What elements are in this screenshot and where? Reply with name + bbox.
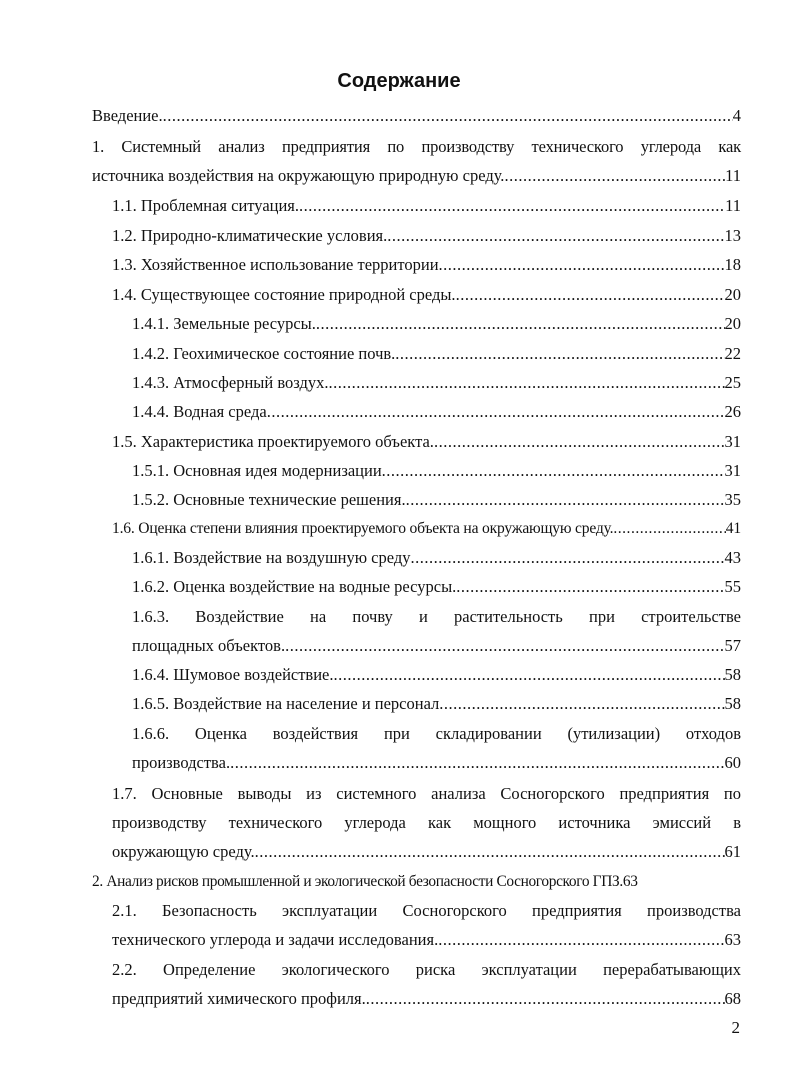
toc-entry-text: 1.4.3. Атмосферный воздух. — [132, 373, 329, 392]
toc-entry-page: 31 — [724, 461, 741, 480]
toc-entry-text: 1.4. Существующее состояние природной среды. — [112, 285, 456, 304]
toc-leader — [329, 373, 725, 393]
toc-entry-text: 1.6.2. Оценка воздействие на водные ресурсы. — [132, 577, 457, 596]
page-number: 2 — [731, 1018, 740, 1037]
toc-entry[interactable] — [112, 784, 741, 804]
toc-entry[interactable] — [112, 519, 741, 539]
toc-leader — [285, 636, 724, 656]
toc-entry-text: 1.6.4. Шумовое воздействие. — [132, 665, 334, 684]
toc-leader — [456, 577, 724, 597]
toc-entry-page: 57 — [724, 636, 741, 655]
toc-entry-text: 1.3. Хозяйственное использование территории — [112, 255, 439, 274]
toc-entry[interactable] — [132, 753, 741, 773]
toc-entry[interactable] — [112, 813, 741, 833]
toc-entry[interactable] — [112, 285, 741, 305]
toc-entry[interactable] — [112, 226, 741, 246]
toc-entry[interactable] — [112, 196, 741, 216]
toc-leader — [411, 548, 725, 568]
toc-entry-page: 61 — [724, 842, 741, 861]
toc-entry-page: 43 — [724, 548, 741, 567]
toc-entry-text: 2. Анализ рисков промышленной и экологической безопасности Сосногорского ГПЗ. — [92, 873, 623, 890]
toc-entry-page: 25 — [724, 373, 741, 392]
toc-entry-text: 1.5.1. Основная идея модернизации — [132, 461, 382, 480]
toc-entry-text: окружающую среду. — [112, 842, 255, 861]
toc-entry[interactable] — [132, 724, 741, 744]
toc-entry-text: 1.6.5. Воздействие на население и персонал — [132, 694, 440, 713]
toc-entry-text: 1.6.1. Воздействие на воздушную среду — [132, 548, 411, 567]
toc-entry-text: производства. — [132, 753, 231, 772]
toc-entry[interactable] — [132, 548, 741, 568]
toc-entry-text: 1.6. Оценка степени влияния проектируемого объекта на окружающую среду. — [112, 520, 614, 537]
toc-entry-text: 2.2. Определение экологического риска эксплуатации перерабатывающих — [112, 960, 741, 979]
toc-entry[interactable] — [132, 694, 741, 714]
toc-entry[interactable] — [132, 461, 741, 481]
toc-leader — [230, 753, 724, 773]
toc-entry-page: 58 — [724, 694, 741, 713]
toc-leader — [382, 461, 725, 481]
toc-entry[interactable] — [112, 901, 741, 921]
toc-leader — [366, 989, 725, 1009]
toc-entry-text: 1.6.3. Воздействие на почву и растительность при строительстве — [132, 607, 741, 626]
toc-entry-page: 18 — [724, 255, 741, 274]
toc-entry[interactable] — [132, 490, 741, 510]
toc-entry-page: 4 — [732, 106, 741, 125]
toc-leader — [406, 490, 725, 510]
toc-leader — [439, 694, 724, 714]
toc-leader — [334, 665, 725, 685]
toc-entry-text: 1.5. Характеристика проектируемого объекта. — [112, 432, 434, 451]
toc-entry-page: 41 — [725, 520, 741, 537]
toc-leader — [255, 842, 725, 862]
toc-entry-text: 1.4.1. Земельные ресурсы. — [132, 314, 316, 333]
toc-leader — [613, 519, 725, 539]
toc-entry-page: 60 — [724, 753, 741, 772]
toc-leader — [387, 226, 724, 246]
toc-entry[interactable] — [92, 137, 741, 157]
toc-entry-text: 1.6.6. Оценка воздействия при складировании (утилизации) отходов — [132, 724, 741, 743]
toc-entry-text: 1.4.4. Водная среда — [132, 402, 267, 421]
toc-leader — [267, 402, 725, 422]
toc-entry-text: технического углерода и задачи исследования. — [112, 930, 439, 949]
toc-entry-text: Введение. — [92, 106, 163, 125]
toc-entry-page: 11 — [725, 166, 741, 185]
toc-entry[interactable] — [132, 577, 741, 597]
toc-entry-text: 1.4.2. Геохимическое состояние почв. — [132, 344, 396, 363]
toc-leader — [316, 314, 725, 334]
toc-entry[interactable] — [132, 402, 741, 422]
toc-leader — [163, 106, 733, 126]
toc-entry-text: 1.2. Природно-климатические условия. — [112, 226, 388, 245]
toc-entry[interactable] — [92, 872, 741, 892]
toc-entry[interactable] — [112, 989, 741, 1009]
toc-entry[interactable] — [112, 255, 741, 275]
toc-entry-text: 1.1. Проблемная ситуация. — [112, 196, 300, 215]
toc-entry-page: 31 — [724, 432, 741, 451]
toc-entry-page: 20 — [724, 314, 741, 333]
toc-entry-page: 63 — [622, 873, 638, 890]
toc-entry-page: 63 — [724, 930, 741, 949]
page-title: Содержание — [337, 70, 461, 92]
toc-entry-page: 58 — [724, 665, 741, 684]
toc-entry[interactable] — [112, 842, 741, 862]
toc-entry[interactable] — [132, 665, 741, 685]
toc-entry-page: 26 — [724, 402, 741, 421]
toc-entry-page: 22 — [724, 344, 741, 363]
toc-entry-text: 1. Системный анализ предприятия по производству технического углерода как — [92, 137, 741, 156]
toc-entry[interactable] — [132, 314, 741, 334]
toc-leader — [438, 930, 724, 950]
toc-entry[interactable] — [132, 344, 741, 364]
toc-entry-page: 35 — [724, 490, 741, 509]
toc-leader — [456, 285, 725, 305]
toc-entry-page: 55 — [724, 577, 741, 596]
toc-entry[interactable] — [132, 636, 741, 656]
toc-leader — [299, 196, 725, 216]
toc-leader — [434, 432, 725, 452]
toc-entry-text: источника воздействия на окружающую природную среду. — [92, 166, 505, 185]
toc-entry-page: 20 — [724, 285, 741, 304]
toc-entry-text: площадных объектов. — [132, 636, 286, 655]
toc-leader — [504, 166, 725, 186]
toc-entry-text: предприятий химического профиля. — [112, 989, 366, 1008]
toc-entry[interactable] — [112, 432, 741, 452]
toc-entry-page: 68 — [724, 989, 741, 1008]
toc-entry[interactable] — [92, 166, 741, 186]
toc-entry[interactable] — [92, 106, 741, 126]
toc-entry[interactable] — [112, 960, 741, 980]
toc-entry-page: 11 — [725, 196, 741, 215]
toc-entry-text: 2.1. Безопасность эксплуатации Сосногорского предприятия производства — [112, 901, 741, 920]
toc-leader — [439, 255, 725, 275]
toc-entry-text: 1.5.2. Основные технические решения. — [132, 490, 406, 509]
toc-leader — [395, 344, 724, 364]
toc-entry-page: 13 — [724, 226, 741, 245]
toc-entry[interactable] — [132, 607, 741, 627]
toc-entry-text: производству технического углерода как мощного источника эмиссий в — [112, 813, 741, 832]
toc-entry-text: 1.7. Основные выводы из системного анализа Сосногорского предприятия по — [112, 784, 741, 803]
toc-entry[interactable] — [112, 930, 741, 950]
toc-entry[interactable] — [132, 373, 741, 393]
